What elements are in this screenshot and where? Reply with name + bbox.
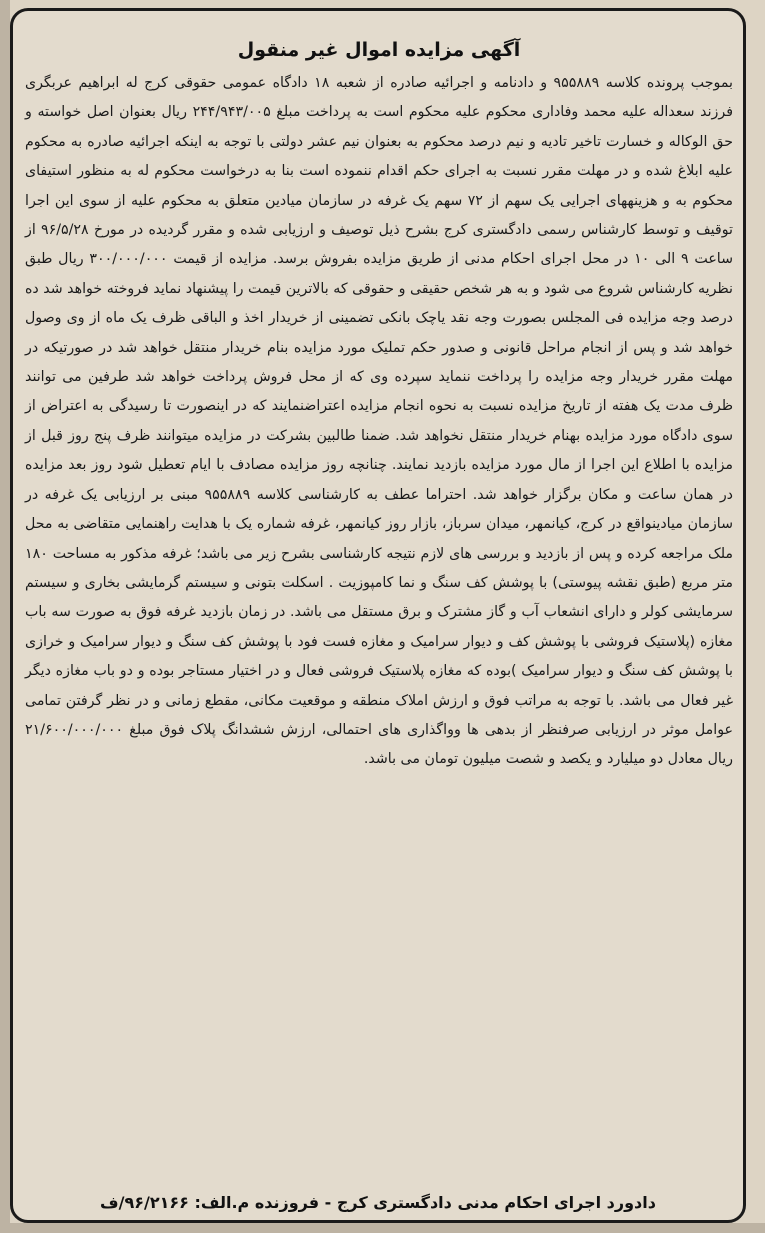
page-bottom-edge	[0, 1223, 765, 1233]
notice-body: بموجب پرونده کلاسه ۹۵۵۸۸۹ و دادنامه و اجرائیه صادره از شعبه ۱۸ دادگاه عمومی حقوقی کرج له ابراهیم عربگری فرزند سعداله علیه محمد وفاداری محکوم علیه محکوم است به پرداخت مبلغ ۲۴۴/۹۴۳/۰۰۵ ریال بعنوان اصل خواسته و حق الوکاله و خسارت تاخیر تادیه و نیم درصد محکوم به بعنوان نیم عشر دولتی با توجه به اینکه اجرائیه صادره به محکوم علیه ابلاغ شده و در مهلت مقرر نسبت به اجرای حکم اقدام ننموده است بنا به درخواست محکوم له به منظور استیفای محکوم به و هزینههای اجرایی یک سهم از ۷۲ سهم یک غرفه در سازمان میادین متعلق به محکوم علیه از سوی این اجرا توقیف و توسط کارشناس رسمی دادگستری کرج بشرح ذیل توصیف و ارزیابی شده و مقرر گردیده در مورخ ۹۶/۵/۲۸ از ساعت ۹ الی ۱۰ در محل اجرای احکام مدنی از طریق مزایده بفروش برسد. مزایده از قیمت ۳۰۰/۰۰۰/۰۰۰ ریال طبق نظریه کارشناس شروع می شود و به هر شخص حقیقی و حقوقی که بالاترین قیمت را پیشنهاد نماید فروخته خواهد شد ده درصد وجه مزایده فی المجلس بصورت وجه نقد یاچک بانکی تضمینی از خریدار اخذ و الباقی ظرف یک ماه از وی وصول خواهد شد و پس از انجام مراحل قانونی و صدور حکم تملیک مورد مزایده بنام خریدار منتقل خواهد شد در صورتیکه در مهلت مقرر خریدار وجه مزایده را پرداخت ننماید سپرده وی که از محل فروش پرداخت خواهد شد طرفین می توانند ظرف مدت یک هفته از تاریخ مزایده نسبت به نحوه انجام مزایده اعتراضنمایند که در اینصورت تا رسیدگی به اعتراض از سوی دادگاه مورد مزایده بهنام خریدار منتقل نخواهد شد. ضمنا طالبین بشرکت در مزایده میتوانند ظرف پنج روز قبل از مزایده با اطلاع این اجرا از مال مورد مزایده بازدید نمایند. چنانچه روز مزایده مصادف با ایام تعطیل شود روز بعد مزایده در همان ساعت و مکان برگزار خواهد شد. احتراما عطف به کارشناسی کلاسه ۹۵۵۸۸۹ مبنی بر ارزیابی یک غرفه در سازمان میادینواقع در کرج، کیانمهر، میدان سرباز، بازار روز کیانمهر، غرفه شماره یک با هدایت راهنمایی متقاضی به محل ملک مراجعه کرده و پس از بازدید و بررسی های لازم نتیجه کارشناسی بشرح زیر می باشد؛ غرفه مذکور به مساحت ۱۸۰ متر مربع (طبق نقشه پیوستی) با پوشش کف سنگ و نما کامپوزیت . اسکلت بتونی و سیستم گرمایشی بخاری و سیستم سرمایشی کولر و دارای انشعاب آب و گاز مشترک و برق مستقل می باشد. در زمان بازدید غرفه فوق به صورت سه باب مغازه (پلاستیک فروشی با پوشش کف و دیوار سرامیک و مغازه فست فود با پوشش کف سنگ و دیوار سرامیک و خرازی با پوشش کف سنگ و دیوار سرامیک )بوده که مغازه پلاستیک فروشی فعال و در اختیار مستاجر بوده و دو باب مغازه دیگر غیر فعال می باشد. با توجه به مراتب فوق و ارزش املاک منطقه و موقعیت مکانی، مقطع زمانی و در نظر گرفتن تمامی عوامل موثر در ارزیابی صرفنظر از بدهی ها وواگذاری های احتمالی، ارزش ششدانگ پلاک فوق مبلغ ۲۱/۶۰۰/۰۰۰/۰۰۰ ریال معادل دو میلیارد و یکصد و شصت میلیون تومان می باشد.	[25, 75, 734, 768]
adjacent-column-edge	[0, 0, 10, 1233]
notice-title: آگهی مزایده اموال غیر منقول	[237, 39, 521, 61]
auction-notice	[10, 8, 746, 1223]
notice-signature: دادورد اجرای احکام مدنی دادگستری کرج - فروزنده م.الف: ۹۶/۲۱۶۶/ف	[100, 1193, 656, 1212]
